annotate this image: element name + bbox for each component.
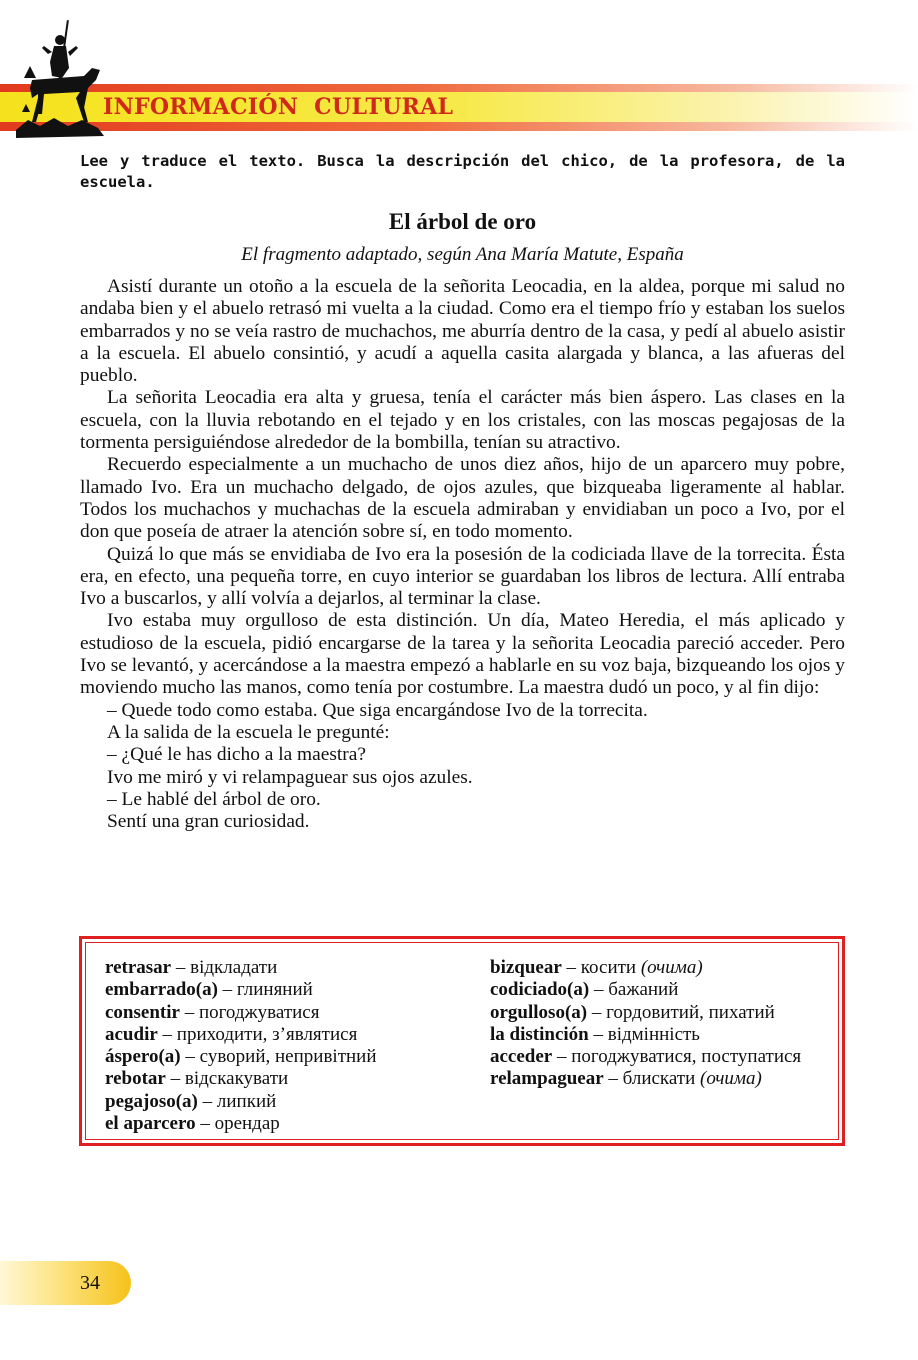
vocabulary-translation: – липкий (197, 1090, 277, 1112)
story-paragraph: Ivo estaba muy orgulloso de esta distinción. Un día, Mateo Heredia, el más aplicado y estudioso de la escuela, pidió encargarse de la tarea y la señorita Leocadia pareció acceder. Pero Ivo se levantó, y acercándose a la maestra empezó a hablarle en su voz baja, bizqueando los ojos y moviendo mucho las manos, como tenía por costumbre. La maestra dudó un poco, y al fin dijo: (80, 610, 845, 699)
vocabulary-note: (очима) (640, 957, 703, 978)
vocabulary-column-right (490, 957, 826, 1091)
vocabulary-term: el aparcero (105, 1113, 196, 1135)
dialog-line: – Quede todo como estaba. Que siga encargándose Ivo de la torrecita. (107, 699, 648, 721)
vocabulary-term: acceder (490, 1046, 553, 1068)
vocabulary-translation: – глиняний (217, 979, 313, 1001)
vocabulary-entry (105, 957, 450, 979)
vocabulary-entry (490, 1046, 826, 1068)
banner-stripe-red-top (0, 84, 918, 92)
vocabulary-entry (105, 1068, 450, 1090)
story-subtitle: El fragmento adaptado, según Ana María Matute, España (241, 244, 684, 265)
vocabulary-entry (490, 957, 826, 979)
vocabulary-translation: – відскакувати (165, 1068, 289, 1090)
story-paragraph: Recuerdo especialmente a un muchacho de unos diez años, hijo de un aparcero muy pobre, llamado Ivo. Era un muchacho delgado, de ojos azules, que bizqueaba ligeramente al hablar. Todos los muchachos y muchachas de la escuela admiraban y envidiaban un poco a Ivo, por el don que poseía de atraer la atención sobre sí, en todo momento. (80, 454, 845, 543)
story-paragraph: Quizá lo que más se envidiaba de Ivo era la posesión de la codiciada llave de la torrecita. Ésta era, en efecto, una pequeña torre, en cuyo interior se guardaban los libros de lectura. Allí entraba Ivo a buscarlos, y allí volvía a dejarlos, al terminar la clase. (80, 543, 845, 610)
dialog-line: – Le hablé del árbol de oro. (107, 788, 321, 810)
vocabulary-box (79, 936, 845, 1146)
vocabulary-entry (105, 1002, 450, 1024)
dialog-line: A la salida de la escuela le pregunté: (107, 721, 390, 743)
story-paragraph: Asistí durante un otoño a la escuela de la señorita Leocadia, en la aldea, porque mi salud no andaba bien y el abuelo retrasó mi vuelta a la ciudad. Como era el tiempo frío y estaban los suelos embarrados y no se veía rastro de muchachos, me aburría dentro de la casa, y pedí al abuelo asistir a la escuela. El abuelo consintió, y acudí a aquella casita alargada y blanca, a las afueras del pueblo. (80, 276, 845, 387)
vocabulary-term: consentir (105, 1001, 180, 1023)
vocabulary-box-inner (85, 942, 839, 1140)
dialog-line: – ¿Qué le has dicho a la maestra? (107, 744, 366, 766)
vocabulary-term: pegajoso(a) (105, 1090, 198, 1112)
vocabulary-note: (очима) (700, 1068, 762, 1090)
vocabulary-term: embarrado(a) (105, 979, 218, 1001)
vocabulary-translation: – гордовитий, пихатий (587, 1001, 775, 1023)
vocabulary-translation: – бажаний (589, 979, 679, 1001)
story-text (80, 276, 845, 833)
vocabulary-term: rebotar (105, 1068, 166, 1090)
vocabulary-entry (105, 1024, 450, 1046)
vocabulary-term: codiciado(a) (490, 979, 590, 1001)
vocabulary-entry (105, 1091, 450, 1113)
story-title: El árbol de oro (388, 209, 537, 234)
vocabulary-entry (490, 979, 826, 1001)
vocabulary-entry (490, 1002, 826, 1024)
vocabulary-translation: – відкладати (171, 957, 278, 978)
vocabulary-term: acudir (105, 1023, 158, 1045)
vocabulary-entry (490, 1024, 826, 1046)
vocabulary-translation: – косити (561, 957, 641, 978)
vocabulary-term: la distinción (490, 1023, 589, 1045)
vocabulary-column-left (105, 957, 450, 1135)
vocabulary-translation: – відмінність (588, 1023, 700, 1045)
vocabulary-entry (490, 1068, 826, 1090)
vocabulary-term: áspero(a) (105, 1046, 181, 1068)
vocabulary-translation: – погоджуватися, поступатися (552, 1046, 802, 1068)
task-instruction: Lee y traduce el texto. Busca la descripción del chico, de la profesora, de la escuela. (80, 152, 845, 191)
page-number: 34 (80, 1272, 100, 1294)
vocabulary-translation: – суворий, непривітний (180, 1046, 377, 1068)
vocabulary-translation: – приходити, з’являтися (157, 1023, 358, 1045)
section-title: INFORMACIÓN CULTURAL (103, 94, 454, 120)
dialog-line: Sentí una gran curiosidad. (107, 811, 310, 833)
vocabulary-translation: – блискати (603, 1068, 701, 1090)
vocabulary-term: bizquear (490, 957, 562, 978)
vocabulary-translation: – погоджуватися (179, 1001, 320, 1023)
dialog-line: Ivo me miró y vi relampaguear sus ojos azules. (107, 766, 473, 788)
vocabulary-term: retrasar (105, 957, 172, 978)
banner-stripe-red-bottom (0, 122, 918, 131)
vocabulary-entry (105, 979, 450, 1001)
vocabulary-entry (105, 1046, 450, 1068)
don-quixote-silhouette-icon (14, 18, 106, 144)
vocabulary-entry (105, 1113, 450, 1135)
vocabulary-translation: – орендар (195, 1113, 280, 1135)
story-paragraph: La señorita Leocadia era alta y gruesa, tenía el carácter más bien áspero. Las clases en la escuela, con la lluvia rebotando en el tejado y en los cristales, con las moscas pegajosas de la tormenta persiguiéndose alrededor de la bombilla, tenían su atractivo. (80, 387, 845, 454)
vocabulary-term: orgulloso(a) (490, 1001, 588, 1023)
page-number-tab (0, 1261, 131, 1305)
vocabulary-term: relampaguear (490, 1068, 604, 1090)
